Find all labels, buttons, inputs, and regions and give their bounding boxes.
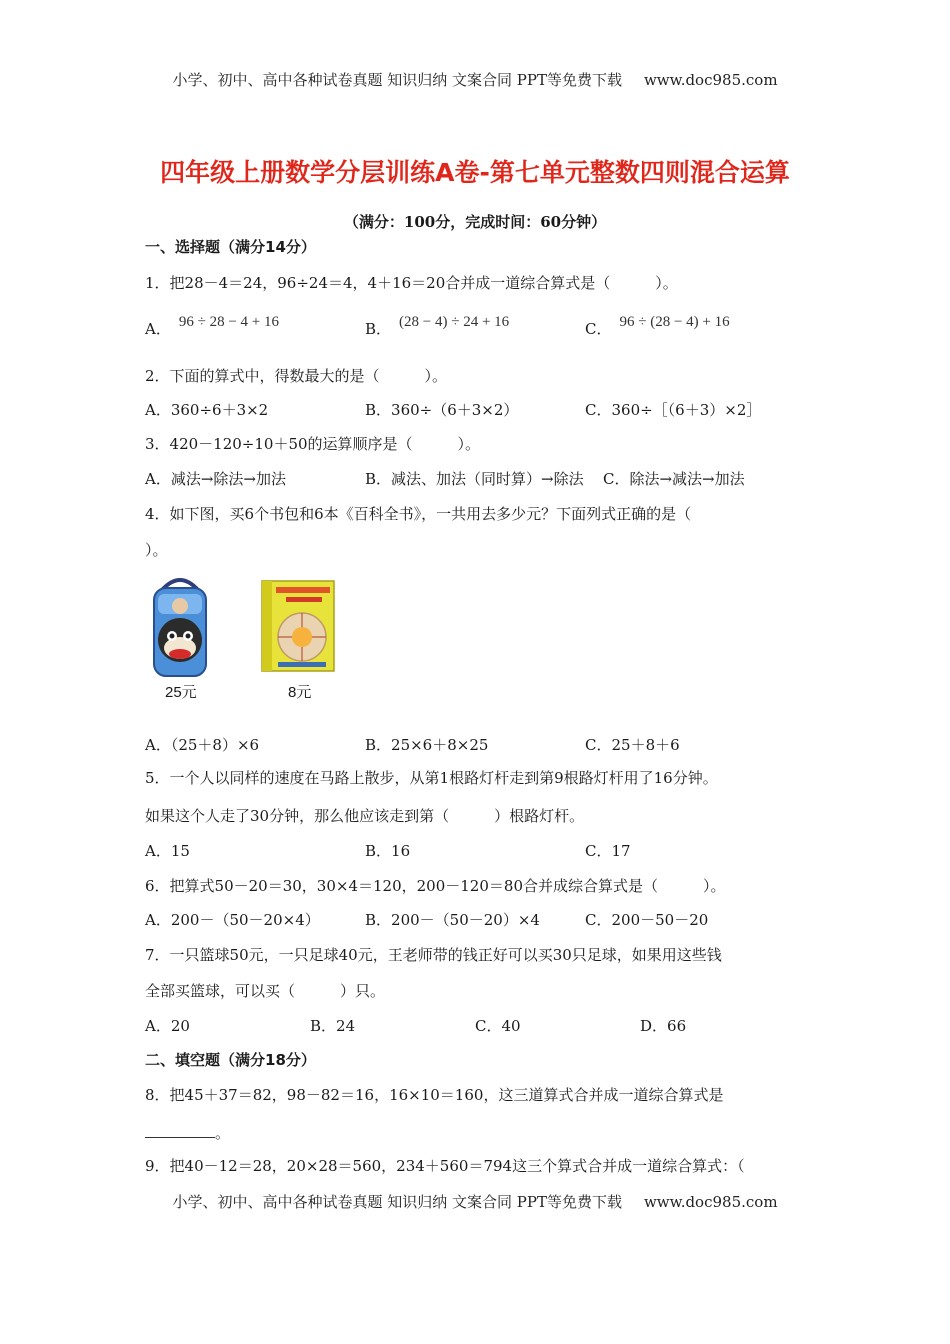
q7-option-d: D．66 (640, 1017, 687, 1035)
q2-option-a: A．360÷6＋3×2 (145, 401, 269, 419)
q3-option-a: A．减法→除法→加法 (145, 470, 286, 488)
q5-option-b: B．16 (365, 842, 411, 860)
backpack-price: 25元 (165, 684, 197, 701)
q4-option-a: A．（25＋8）×6 (145, 736, 260, 754)
question-8-answer-line (145, 1122, 230, 1143)
question-6: 6．把算式50－20＝30，30×4＝120，200－120＝80合并成综合算式是（ ）。 (145, 877, 726, 895)
q1-option-a-label: A． (145, 320, 171, 338)
question-9: 9．把40－12＝28，20×28＝560，234＋560＝794这三个算式合并成一道综合算式：（ (145, 1157, 745, 1175)
question-2: 2．下面的算式中，得数最大的是（ ）。 (145, 367, 448, 385)
question-4-line-1: 4．如下图，买6个书包和6本《百科全书》，一共用去多少元？下面列式正确的是（ (145, 505, 692, 523)
encyclopedia-book-image (260, 579, 336, 673)
q1-option-c-expr: 96 ÷ (28 − 4) + 16 (619, 314, 730, 330)
q3-option-b: B．减法、加法（同时算）→除法 (365, 470, 584, 488)
q4-option-c: C．25＋8＋6 (585, 736, 680, 754)
q1-option-c-label: C． (585, 320, 612, 338)
page-footer (0, 1191, 950, 1212)
backpack-image (150, 576, 210, 678)
q4-option-b: B．25×6＋8×25 (365, 736, 489, 754)
question-4-line-2: ）。 (145, 541, 168, 559)
q1-option-a-expr: 96 ÷ 28 − 4 + 16 (178, 314, 279, 330)
page-header (0, 69, 950, 90)
footer-text: 小学、初中、高中各种试卷真题 知识归纳 文案合同 PPT等免费下载 (172, 1193, 622, 1211)
footer-url[interactable]: www.doc985.com (643, 1193, 778, 1211)
q2-option-c: C．360÷［（6＋3）×2］ (585, 401, 762, 419)
question-8: 8．把45＋37＝82，98－82＝16，16×10＝160，这三道算式合并成一道综合算式是 (145, 1086, 724, 1104)
q6-option-b: B．200－（50－20）×4 (365, 911, 540, 929)
question-5-line-1: 5．一个人以同样的速度在马路上散步，从第1根路灯杆走到第9根路灯杆用了16分钟。 (145, 769, 718, 787)
page-title: 四年级上册数学分层训练A卷-第七单元整数四则混合运算 (160, 158, 790, 187)
q1-option-b-expr: (28 − 4) ÷ 24 + 16 (399, 314, 510, 330)
q8-answer-blank[interactable] (145, 1125, 215, 1138)
q5-option-c: C．17 (585, 842, 631, 860)
q2-option-b: B．360÷（6＋3×2） (365, 401, 519, 419)
question-1: 1．把28－4＝24，96÷24＝4，4＋16＝20合并成一道综合算式是（ ）。 (145, 274, 678, 292)
question-3: 3．420－120÷10＋50的运算顺序是（ ）。 (145, 435, 481, 453)
question-7-line-2: 全部买篮球，可以买（ ）只。 (145, 982, 386, 1000)
section-heading-fill-blank: 二、填空题（满分18分） (145, 1051, 316, 1069)
q7-option-b: B．24 (310, 1017, 356, 1035)
header-url[interactable]: www.doc985.com (643, 71, 778, 89)
q7-option-c: C．40 (475, 1017, 521, 1035)
q1-option-c (585, 314, 730, 339)
q1-option-b-label: B． (365, 320, 392, 338)
q3-option-c: C．除法→减法→加法 (603, 470, 745, 488)
q1-option-b (365, 314, 510, 339)
book-price: 8元 (288, 684, 312, 701)
q1-option-a (145, 314, 279, 339)
section-heading-choice: 一、选择题（满分14分） (145, 238, 316, 256)
q6-option-a: A．200－（50－20×4） (145, 911, 320, 929)
header-text: 小学、初中、高中各种试卷真题 知识归纳 文案合同 PPT等免费下载 (172, 71, 622, 89)
q5-option-a: A．15 (145, 842, 190, 860)
question-7-line-1: 7．一只篮球50元，一只足球40元，王老师带的钱正好可以买30只足球，如果用这些钱 (145, 946, 722, 964)
question-5-line-2: 如果这个人走了30分钟，那么他应该走到第（ ）根路灯杆。 (145, 807, 585, 825)
page-subtitle: （满分：100分，完成时间：60分钟） (343, 213, 607, 231)
q6-option-c: C．200－50－20 (585, 911, 709, 929)
q7-option-a: A．20 (145, 1017, 190, 1035)
q8-tail: 。 (215, 1124, 231, 1142)
